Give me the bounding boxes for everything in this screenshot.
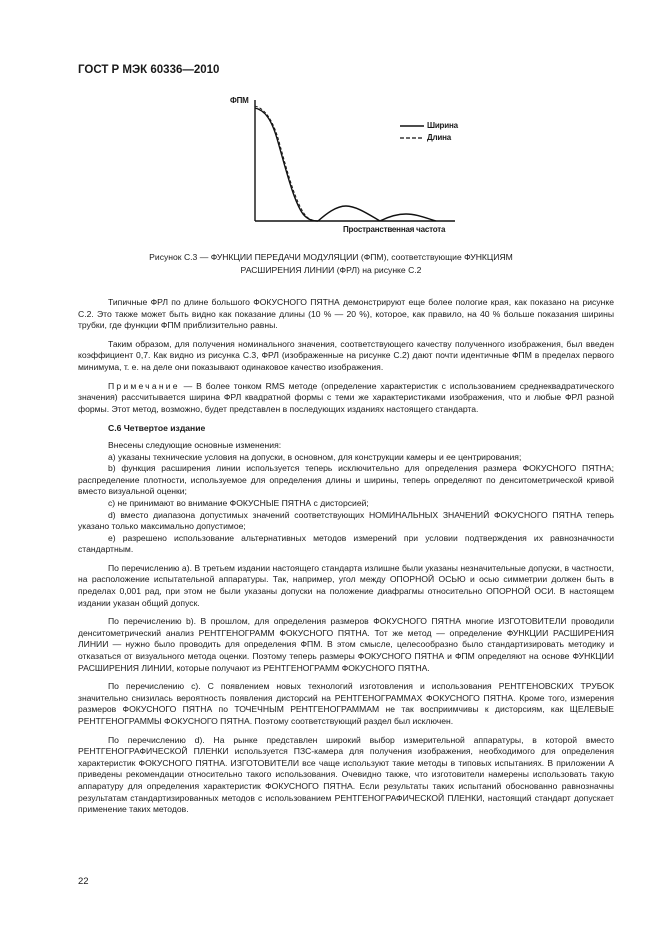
note (78, 381, 614, 416)
x-axis-label: Пространственная частота (343, 225, 446, 234)
y-axis-label: ФПМ (230, 96, 249, 105)
paragraph-item-d: По перечислению d). На рынке представлен широкий выбор измерительной аппаратуры, в которой вместо РЕНТГЕНОГРАФИЧЕСКОЙ ПЛЕНКИ используется ПЗС-камера для получения изображения, необходимого для определения характеристик ФОКУСНОГО ПЯТНА. ИЗГОТОВИТЕЛИ все чаще используют такие методы в типовых испытаниях. В приложении А приведены рекомендации относительно такого использования. Очевидно также, что изготовители намерены использовать такую аппаратуру для определения характеристик ФОКУСНОГО ПЯТНА. Если результаты таких испытаний обоснованно равнозначны результатам стандартизированных методов с использованием РЕНТГЕНОГРАФИЧЕСКОЙ ПЛЕНКИ, настоящий стандарт допускает применение таких методов. (78, 734, 614, 815)
mtf-figure (0, 90, 661, 234)
width-curve-side-lobe-2 (380, 214, 436, 221)
section-title: С.6 Четвертое издание (108, 423, 206, 434)
note-label: Примечание (108, 380, 180, 391)
paragraph-item-a: По перечислению а). В третьем издании настоящего стандарта излишне были указаны незначительные допуски, в частности, на расположение испытательной аппаратуры. Так, например, угол между ОПОРНОЙ ОСЬЮ и осью симметрии должен быть в пределах 0,001 рад, при этом не были указаны допуски на положение диафрагмы относительно ОПОРНОЙ ОСИ. В настоящем издании указан общий допуск. (78, 562, 614, 608)
change-item-b: b) функция расширения линии используется теперь исключительно для определения размера ФОКУСНОГО ПЯТНА; распределение плотности, используемое для определения длины и ширины, теперь определяют по денситометрической кривой вместо визуальной оценки; (78, 463, 614, 497)
mtf-chart (0, 90, 661, 230)
page-number: 22 (78, 876, 89, 887)
note-text: — В более тонком RMS методе (определение характеристик с использованием среднеквадратического значения) рассчитывается ширина ФРЛ квадратной формы с теми же характеристиками изображения, что и любые ФРЛ разной формы. Этот метод, возможно, будет представлен в последующих изданиях настоящего стандарта. (78, 380, 614, 414)
legend-label-length: Длина (427, 133, 451, 142)
page-header: ГОСТ Р МЭК 60336—2010 (78, 64, 220, 76)
paragraph-coefficient: Таким образом, для получения номинального значения, соответствующего качеству полученного изображения, был введен коэффициент 0,7. Как видно из рисунка С.3, ФРЛ (изображенные на рисунке С.2) дают почти идентичные ФПМ в пределах первого минимума, т. е. на деле они показывают одинаковое качество изображения. (78, 338, 614, 372)
change-item-a: а) указаны технические условия на допуски, в основном, для конструкции камеры и ее центрирования; (108, 451, 522, 462)
figure-caption (80, 251, 582, 277)
paragraph-item-b: По перечислению b). В прошлом, для определения размеров ФОКУСНОГО ПЯТНА многие ИЗГОТОВИТЕЛИ проводили денситометрический анализ РЕНТГЕНОГРАММ ФОКУСНОГО ПЯТНА. Тот же метод — определение ФУНКЦИИ РАСШИРЕНИЯ ЛИНИИ — нужно было проводить для определения ФПМ. В этом смысле, целесообразно было стандартизировать методику и отказаться от визуального метода оценки. Поэтому теперь размеры ФОКУСНОГО ПЯТНА и ФПМ определяют на основе ФУНКЦИИ РАСШИРЕНИЯ ЛИНИИ, которые получают из РЕНТГЕНОГРАММ ФОКУСНОГО ПЯТНА. (78, 616, 614, 673)
caption-line-1: Рисунок С.3 — ФУНКЦИИ ПЕРЕДАЧИ МОДУЛЯЦИИ (ФПМ), соответствующие ФУНКЦИЯМ (149, 252, 513, 262)
change-item-c: с) не принимают во внимание ФОКУСНЫЕ ПЯТНА с дисторсией; (108, 497, 369, 508)
width-curve-main-lobe (255, 108, 318, 221)
body-text (78, 297, 614, 816)
paragraph-typical-lsf: Типичные ФРЛ по длине большого ФОКУСНОГО ПЯТНА демонстрируют еще более пологие края, как показано на рисунке С.2. Это также может быть видно как показание длины (10 % — 20 %), которое, как правило, на 40 % больше показания ширины трубки, где функции ФПМ приблизительно равны. (78, 297, 614, 331)
changes-intro: Внесены следующие основные изменения: (108, 439, 282, 450)
width-curve-side-lobe-1 (318, 206, 380, 221)
change-item-d: d) вместо диапазона допустимых значений соответствующих НОМИНАЛЬНЫХ ЗНАЧЕНИЙ ФОКУСНОГО ПЯТНА теперь указано только максимально допустимое; (78, 509, 614, 532)
length-curve (255, 106, 320, 221)
change-item-e: е) разрешено использование альтернативных методов измерений при условии подтверждения их равнозначности стандартным. (78, 532, 614, 555)
legend-label-width: Ширина (427, 121, 458, 130)
paragraph-item-c: По перечислению с). С появлением новых технологий изготовления и использования РЕНТГЕНОВСКИХ ТРУБОК значительно снизилась вероятность появления дисторсий на РЕНТГЕНОГРАММАХ ФОКУСНОГО ПЯТНА. Кроме того, измерения размеров ФОКУСНОГО ПЯТНА по ТОЧЕЧНЫМ РЕНТГЕНОГРАММАМ не так восприимчивы к дисторсиям, как ЩЕЛЕВЫЕ РЕНТГЕНОГРАММЫ ФОКУСНОГО ПЯТНА. Поэтому соответствующий раздел был исключен. (78, 681, 614, 726)
caption-line-2: РАСШИРЕНИЯ ЛИНИИ (ФРЛ) на рисунке С.2 (240, 265, 422, 275)
